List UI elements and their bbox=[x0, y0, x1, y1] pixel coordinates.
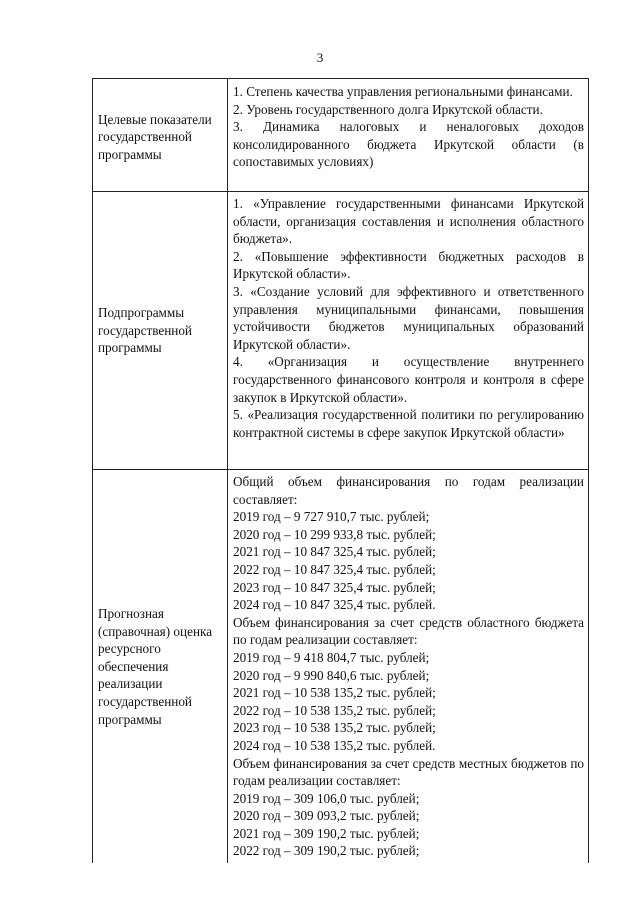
content-line: 2022 год – 309 190,2 тыс. рублей; bbox=[233, 843, 420, 859]
content-line: 2. «Повышение эффективности бюджетных расходов в Иркутской области». bbox=[233, 248, 584, 282]
content-line: 2019 год – 9 418 804,7 тыс. рублей; bbox=[233, 649, 430, 665]
content-line: 2021 год – 309 190,2 тыс. рублей; bbox=[233, 825, 420, 841]
content-line: 2023 год – 10 847 325,4 тыс. рублей; bbox=[233, 579, 436, 595]
content-line: 1. «Управление государственными финансами Иркутской области, организация составления и исполнения областного бюджета». bbox=[233, 196, 584, 247]
content-line: 2024 год – 10 538 135,2 тыс. рублей. bbox=[233, 737, 436, 753]
content-line: Объем финансирования за счет средств местных бюджетов по годам реализации составляет: bbox=[233, 755, 584, 789]
row-label: Целевые показатели государственной программы bbox=[93, 79, 228, 192]
row-content bbox=[228, 470, 589, 864]
content-line: 3. «Создание условий для эффективного и ответственного управления муниципальными финансами, повышения устойчивости бюджетов муниципальных образований Иркутской области». bbox=[233, 283, 584, 352]
content-line: 3. Динамика налоговых и неналоговых доходов консолидированного бюджета Иркутской области (в сопоставимых условиях) bbox=[233, 119, 584, 170]
content-line: 2019 год – 309 106,0 тыс. рублей; bbox=[233, 790, 420, 806]
content-line: 1. Степень качества управления региональными финансами. bbox=[233, 84, 573, 99]
content-line: 2020 год – 309 093,2 тыс. рублей; bbox=[233, 808, 420, 824]
program-passport-table bbox=[92, 78, 589, 863]
table-row-resource-estimate bbox=[93, 470, 589, 864]
row-content bbox=[228, 79, 589, 192]
content-line: 2022 год – 10 847 325,4 тыс. рублей; bbox=[233, 561, 436, 577]
table-row-subprograms bbox=[93, 192, 589, 470]
content-line: 2020 год – 10 299 933,8 тыс. рублей; bbox=[233, 526, 436, 542]
content-line: 5. «Реализация государственной политики по регулированию контрактной системы в сфере закупок Иркутской области» bbox=[233, 407, 584, 440]
content-line: 2023 год – 10 538 135,2 тыс. рублей; bbox=[233, 720, 436, 736]
content-line: 2020 год – 9 990 840,6 тыс. рублей; bbox=[233, 667, 430, 683]
row-content bbox=[228, 192, 589, 470]
content-line: 4. «Организация и осуществление внутреннего государственного финансового контроля и контроля в сфере закупок в Иркутской области». bbox=[233, 354, 584, 405]
page-number: 3 bbox=[316, 50, 324, 65]
content-line: Общий объем финансирования по годам реализации составляет: bbox=[233, 474, 584, 507]
content-line: Объем финансирования за счет средств областного бюджета по годам реализации составляет: bbox=[233, 614, 584, 648]
content-line: 2019 год – 9 727 910,7 тыс. рублей; bbox=[233, 509, 430, 525]
content-line: 2021 год – 10 847 325,4 тыс. рублей; bbox=[233, 544, 436, 560]
content-line: 2024 год – 10 847 325,4 тыс. рублей. bbox=[233, 597, 436, 613]
row-label: Подпрограммы государственной программы bbox=[93, 192, 228, 470]
row-label: Прогнозная (справочная) оценка ресурсного обеспечения реализации государственной программы bbox=[93, 470, 228, 864]
content-line: 2021 год – 10 538 135,2 тыс. рублей; bbox=[233, 685, 436, 701]
content-line: 2. Уровень государственного долга Иркутской области. bbox=[233, 101, 543, 117]
content-line: 2022 год – 10 538 135,2 тыс. рублей; bbox=[233, 702, 436, 718]
table-row-target-indicators bbox=[93, 79, 589, 192]
